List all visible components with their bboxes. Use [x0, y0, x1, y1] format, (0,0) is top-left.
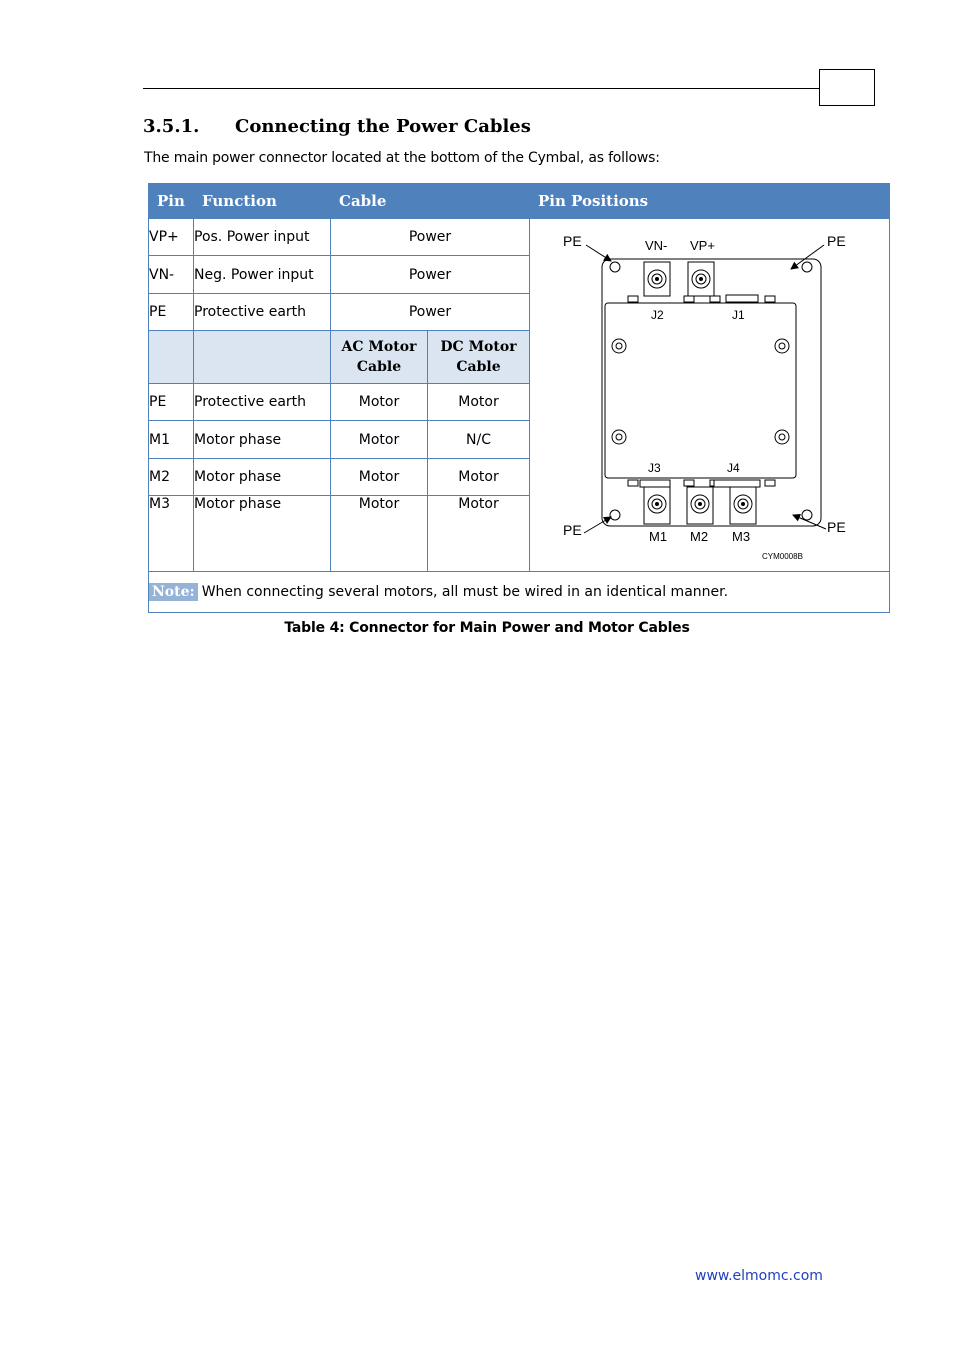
connector-label: J1: [732, 308, 745, 322]
dc-cable-cell: Motor: [428, 458, 530, 495]
dc-cable-cell: Motor: [428, 496, 530, 572]
note-label: Note:: [149, 583, 198, 601]
section-title: Connecting the Power Cables: [235, 116, 531, 137]
mounting-hole: [802, 510, 812, 520]
pe-label: PE: [563, 233, 582, 249]
terminal-label: M1: [649, 529, 668, 544]
table-header-row: [149, 184, 890, 219]
note-text: When connecting several motors, all must be wired in an identical manner.: [201, 584, 729, 600]
table-row: [149, 219, 890, 256]
header-rule: [143, 88, 819, 89]
connector-label: J4: [727, 461, 740, 475]
function-cell: Motor phase: [194, 496, 331, 572]
subheader-dc-motor-cable: DC Motor Cable: [428, 331, 530, 384]
cable-cell: Power: [331, 219, 530, 256]
header-cable: Cable: [331, 184, 530, 219]
footer-url[interactable]: www.elmomc.com: [695, 1268, 823, 1284]
terminal-label: M2: [690, 529, 709, 544]
subheader-empty: [149, 331, 194, 384]
ac-cable-cell: Motor: [331, 458, 428, 495]
function-cell: Protective earth: [194, 293, 331, 330]
note-cell: [149, 572, 890, 613]
terminal-m3: [730, 487, 756, 524]
terminal-label: VP+: [690, 238, 715, 253]
side-screw: [612, 339, 626, 353]
table-note-row: [149, 572, 890, 613]
header-function: Function: [194, 184, 331, 219]
terminal-m2: [687, 487, 713, 524]
pe-arrow: [586, 245, 611, 261]
pin-cell: M1: [149, 421, 194, 458]
pe-label: PE: [827, 519, 846, 535]
header-pin: Pin: [149, 184, 194, 219]
intro-paragraph: The main power connector located at the bottom of the Cymbal, as follows:: [144, 150, 660, 166]
terminal-label: VN-: [645, 238, 668, 253]
figure-code: CYM0008B: [762, 552, 803, 561]
dc-cable-cell: Motor: [428, 384, 530, 421]
terminal-vn: [644, 262, 670, 296]
pe-label: PE: [827, 233, 846, 249]
cable-cell: Power: [331, 256, 530, 293]
pin-cell: VP+: [149, 219, 194, 256]
pin-positions-cell: [530, 219, 890, 572]
mounting-hole: [610, 510, 620, 520]
pin-cell: PE: [149, 293, 194, 330]
table-caption: Table 4: Connector for Main Power and Motor Cables: [284, 620, 690, 636]
terminal-m1: [644, 487, 670, 524]
section-number: 3.5.1.: [143, 116, 200, 137]
function-cell: Motor phase: [194, 421, 331, 458]
connector-label: J2: [651, 308, 664, 322]
header-pin-positions: Pin Positions: [530, 184, 890, 219]
connector-table: [148, 183, 890, 613]
function-cell: Protective earth: [194, 384, 331, 421]
side-screw: [775, 339, 789, 353]
terminal-label: M3: [732, 529, 751, 544]
pin-cell: M2: [149, 458, 194, 495]
mounting-hole: [610, 262, 620, 272]
connector-label: J3: [648, 461, 661, 475]
subheader-ac-motor-cable: AC Motor Cable: [331, 331, 428, 384]
pin-cell: PE: [149, 384, 194, 421]
ac-cable-cell: Motor: [331, 384, 428, 421]
function-cell: Pos. Power input: [194, 219, 331, 256]
pin-cell: VN-: [149, 256, 194, 293]
subheader-empty: [194, 331, 331, 384]
inner-board: [605, 303, 796, 478]
side-screw: [775, 430, 789, 444]
side-screw: [612, 430, 626, 444]
mounting-hole: [802, 262, 812, 272]
ac-cable-cell: Motor: [331, 421, 428, 458]
cable-cell: Power: [331, 293, 530, 330]
page-number-box: [819, 69, 875, 106]
function-cell: Motor phase: [194, 458, 331, 495]
terminal-vp: [688, 262, 714, 296]
dc-cable-cell: N/C: [428, 421, 530, 458]
function-cell: Neg. Power input: [194, 256, 331, 293]
cymbal-pin-diagram: [530, 219, 888, 567]
pe-label: PE: [563, 522, 582, 538]
pin-cell: M3: [149, 496, 194, 572]
ac-cable-cell: Motor: [331, 496, 428, 572]
